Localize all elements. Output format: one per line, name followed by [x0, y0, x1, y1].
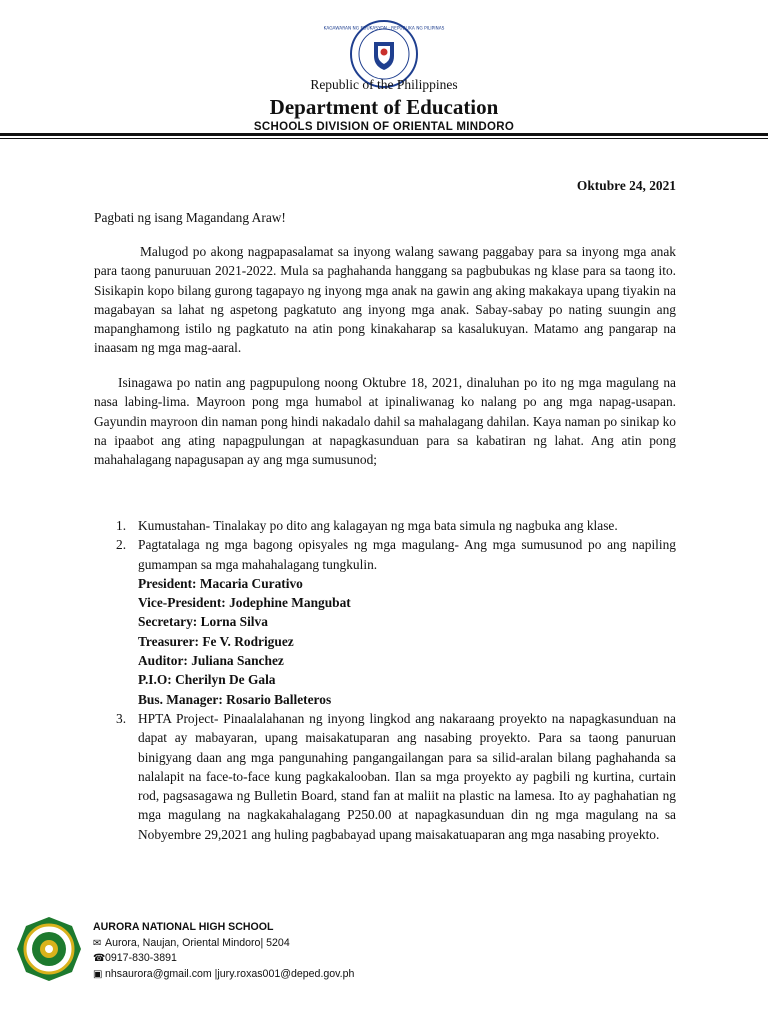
list-item-text: HPTA Project- Pinaalalahanan ng inyong lingkod ang nakaraang proyekto na napagkasunduan na dapat ay mabayaran, upang maisakatuparan ang nasabing proyekto. Para sa taong panuruan binigyang daan ang mga pangunahing pangangailangan para sa silid-aralan bilang paghahanda sa nalalapit na face-to-face kung pagkakalooban. Ilan sa mga proyekto ay pagbili ng kurtina, curtain rod, pagsasagawa ng Bulletin Board, stand fan at maliit na plastic na lamesa. Ito ay paghahatian ng mga magulang na nagkakahalagang P250.00 at napagkasunduan din ng mga magulang na sa Nobyembre 29,2021 ang huling pagbabayad upang maisakatuaparan ang mga nasabing proyekto. — [138, 710, 676, 842]
letter-date: Oktubre 24, 2021 — [576, 178, 676, 193]
school-email-row — [93, 967, 354, 983]
school-address-row — [93, 936, 354, 952]
department-title: Department of Education — [269, 95, 499, 119]
officer-list — [138, 574, 676, 709]
officer-president: President: Macaria Curativo — [138, 575, 303, 591]
school-contact — [93, 920, 354, 982]
letterhead — [0, 77, 768, 134]
list-number: 1. — [116, 518, 127, 533]
list-item-text: Pagtatalaga ng mga bagong opisyales ng mga magulang- Ang mga sumusunod po ang napiling gumampan sa mga mahahalagang tungkulin. — [138, 537, 676, 572]
school-phone-row — [93, 951, 354, 967]
officer-auditor: Auditor: Juliana Sanchez — [138, 653, 284, 669]
list-number: 3. — [116, 710, 127, 726]
footer — [0, 912, 768, 1012]
paragraph-1 — [94, 242, 676, 358]
officer-vice-president: Vice-President: Jodephine Mangubat — [138, 595, 351, 611]
list-item-text: Kumustahan- Tinalakay po dito ang kalagayan ng mga bata simula ng nagbuka ang klase. — [138, 518, 618, 533]
paragraph-1-text: Malugod po akong nagpapasalamat sa inyong walang sawang paggabay para sa inyong mga anak para taong panuruuan 2021-2022. Mula sa paghahanda hanggang sa pagbubukas ng klase para sa taong ito. Sisikapin kopo bilang gurong tagapayo ng inyong mga anak na gawin ang aking makakaya upang tiyakin na magabayan sa lahat ng aspetong pagkatuto ang inyong mga anak. Sabay-sabay po nating suungin ang mapanghamong istilo ng pagkatuto na atin pong kinakaharap sa kasalukuyan. Matamo ang pangarap na inaasam ng mga mag-aaral. — [94, 244, 676, 356]
officer-treasurer: Treasurer: Fe V. Rodriguez — [138, 633, 294, 649]
seal-lettering: KAGAWARAN NG EDUKASYON · REPUBLIKA NG PILIPINAS — [323, 26, 445, 32]
list-item — [94, 535, 676, 709]
header-rule-thin — [0, 138, 768, 139]
school-seal-logo — [16, 916, 82, 982]
school-address: Aurora, Naujan, Oriental Mindoro| 5204 — [105, 936, 290, 949]
greeting: Pagbati ng isang Magandang Araw! — [94, 210, 286, 225]
list-item — [94, 709, 676, 844]
republic-line: Republic of the Philippines — [310, 77, 458, 92]
header-rule-thick — [0, 133, 768, 136]
agenda-list — [94, 516, 676, 844]
mail-icon: ✉ — [93, 937, 102, 949]
school-email: nhsaurora@gmail.com |jury.roxas001@deped.gov.ph — [105, 967, 355, 980]
division-line: SCHOOLS DIVISION OF ORIENTAL MINDORO — [253, 121, 515, 133]
officer-secretary: Secretary: Lorna Silva — [138, 614, 268, 630]
officer-bus-manager: Bus. Manager: Rosario Balleteros — [138, 691, 332, 707]
phone-icon: ☎ — [93, 953, 106, 965]
list-item — [94, 516, 676, 535]
school-name: AURORA NATIONAL HIGH SCHOOL — [93, 921, 274, 933]
list-number: 2. — [116, 537, 127, 553]
paragraph-2: Isinagawa po natin ang pagpupulong noong Oktubre 18, 2021, dinaluhan po ito ng mga magulang na nasa labing-lima. Mayroon pong mga humabol at ipinaliwanag ko nalang po ang mga napag-usapan. Gayundin mayroon din naman pong hindi nakadalo dahil sa mahalagang dahilan. Kaya naman po sinikap ko na ipaabot ang ating napagpulungan at napagkasunduan para sa kabatiran ng lahat. Ang atin pong mahahalagang napagusapan ay ang mga sumusunod; — [94, 375, 676, 468]
computer-icon: ▣ — [93, 968, 103, 980]
officer-pio: P.I.O: Cherilyn De Gala — [138, 672, 276, 688]
school-phone: 0917-830-3891 — [105, 952, 177, 965]
